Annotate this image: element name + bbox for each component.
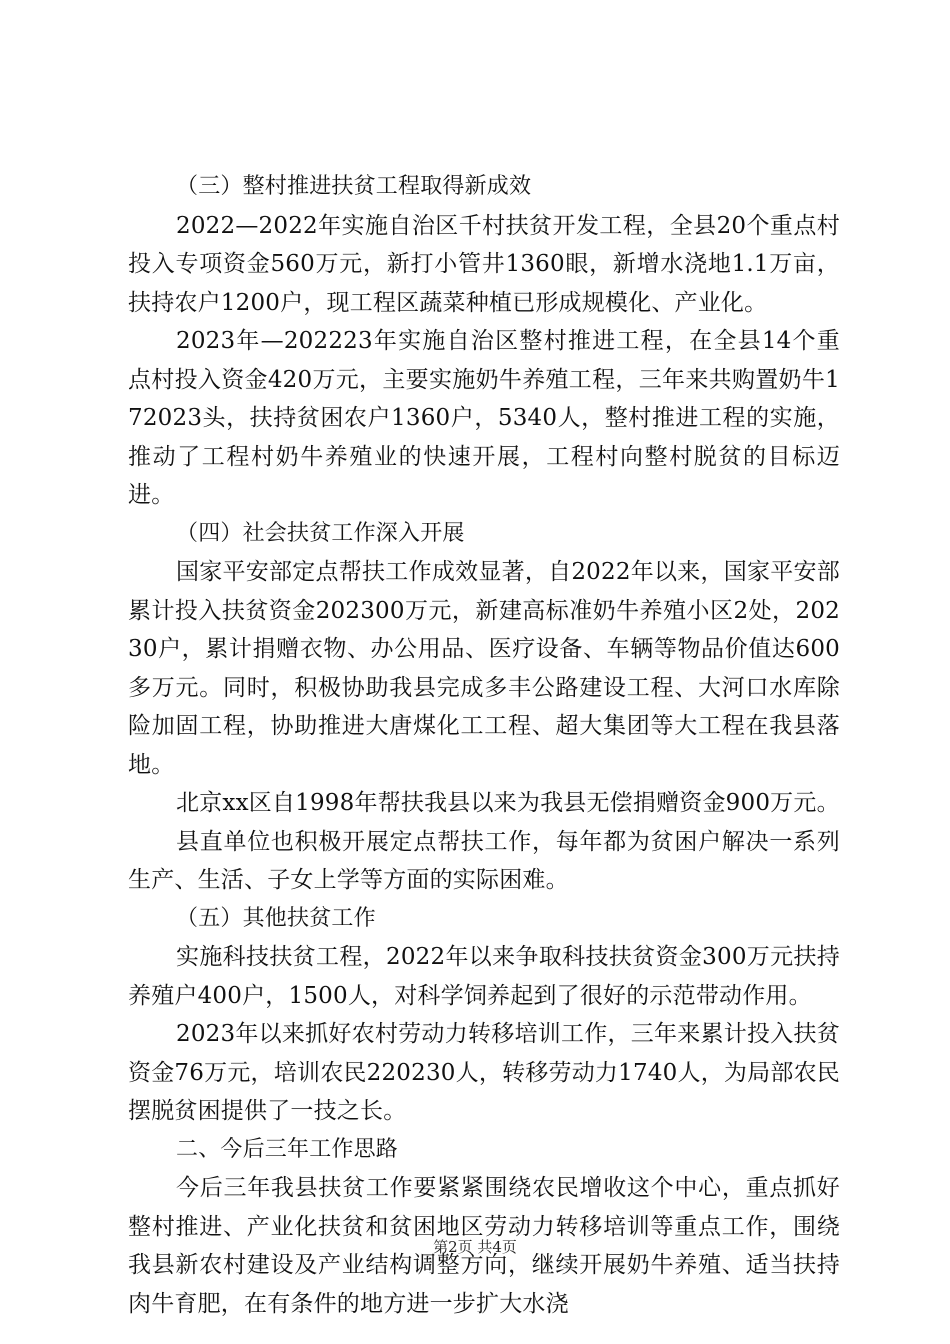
page-footer: 第2页 共4页 [433, 1238, 517, 1256]
paragraph: 实施科技扶贫工程，2022年以来争取科技扶贫资金300万元扶持养殖户400户，1500人，对科学饲养起到了很好的示范带动作用。 [128, 944, 840, 1009]
paragraph: 2023年—202223年实施自治区整村推进工程，在全县14个重点村投入资金420万元，主要实施奶牛养殖工程，三年来共购置奶牛172023头，扶持贫困农户1360户，5340人，整村推进工程的实施，推动了工程村奶牛养殖业的快速开展，工程村向整村脱贫的目标迈进。 [128, 328, 840, 508]
paragraph: 国家平安部定点帮扶工作成效显著，自2022年以来，国家平安部累计投入扶贫资金202300万元，新建高标准奶牛养殖小区2处，20230户，累计捐赠衣物、办公用品、医疗设备、车辆等物品价值达600多万元。同时，积极协助我县完成多丰公路建设工程、大河口水库除险加固工程，协助推进大唐煤化工工程、超大集团等大工程在我县落地。 [128, 559, 840, 778]
paragraph: 2022—2022年实施自治区千村扶贫开发工程，全县20个重点村投入专项资金560万元，新打小管井1360眼，新增水浇地1.1万亩，扶持农户1200户，现工程区蔬菜种植已形成规模化、产业化。 [128, 212, 840, 316]
section-heading-3: （三）整村推进扶贫工程取得新成效 [176, 174, 532, 199]
paragraph: 北京xx区自1998年帮扶我县以来为我县无偿捐赠资金900万元。 [176, 790, 840, 816]
section-heading-5: （五）其他扶贫工作 [176, 905, 376, 931]
section-heading-part-2: 二、今后三年工作思路 [176, 1136, 399, 1162]
document-body [128, 168, 840, 1323]
paragraph: 今后三年我县扶贫工作要紧紧围绕农民增收这个中心，重点抓好整村推进、产业化扶贫和贫困地区劳动力转移培训等重点工作，围绕我县新农村建设及产业结构调整方向，继续开展奶牛养殖、适当扶持肉牛育肥，在有条件的地方进一步扩大水浇 [128, 1175, 840, 1317]
paragraph: 2023年以来抓好农村劳动力转移培训工作，三年来累计投入扶贫资金76万元，培训农民220230人，转移劳动力1740人，为局部农民摆脱贫困提供了一技之长。 [128, 1021, 840, 1124]
paragraph: 县直单位也积极开展定点帮扶工作，每年都为贫困户解决一系列生产、生活、子女上学等方面的实际困难。 [128, 828, 840, 893]
section-heading-4: （四）社会扶贫工作深入开展 [176, 520, 465, 546]
